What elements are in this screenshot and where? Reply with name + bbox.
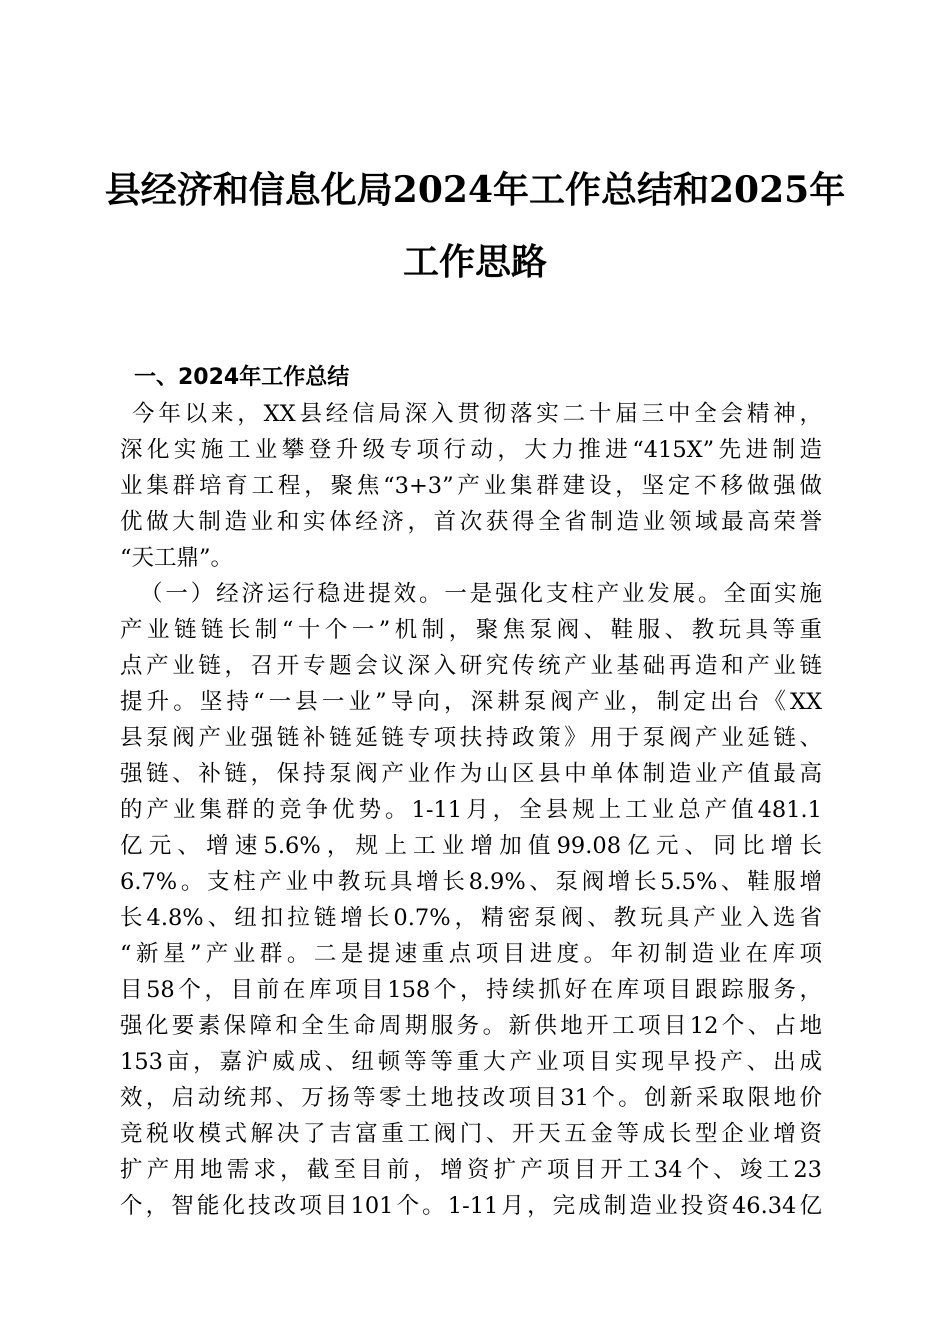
paragraph-line: 县泵阀产业强链补链延链专项扶持政策》用于泵阀产业延链、 xyxy=(120,725,822,751)
document-title-line-1: 县经济和信息化局2024年工作总结和2025年 xyxy=(104,169,846,211)
document-title-line-2: 工作思路 xyxy=(402,241,547,283)
paragraph-line: 强化要素保障和全生命周期服务。新供地开工项目12个、占地 xyxy=(120,1013,822,1039)
paragraph-line: 亿元、增速5.6%，规上工业增加值99.08亿元、同比增长 xyxy=(120,833,822,859)
paragraph-line: 产业链链长制“十个一”机制，聚焦泵阀、鞋服、教玩具等重 xyxy=(120,617,822,643)
paragraph-line: （一）经济运行稳进提效。一是强化支柱产业发展。全面实施 xyxy=(140,581,822,607)
paragraph-line: 提升。坚持“一县一业”导向，深耕泵阀产业，制定出台《XX xyxy=(120,689,822,715)
paragraph-line: 点产业链，召开专题会议深入研究传统产业基础再造和产业链 xyxy=(120,653,822,679)
paragraph-line: 的产业集群的竞争优势。1-11月，全县规上工业总产值481.1 xyxy=(120,797,822,823)
paragraph-line: 优做大制造业和实体经济，首次获得全省制造业领域最高荣誉 xyxy=(120,509,822,535)
paragraph-line: 153亩，嘉沪威成、纽顿等等重大产业项目实现早投产、出成 xyxy=(120,1049,822,1075)
paragraph-line: “天工鼎”。 xyxy=(120,545,234,571)
paragraph-2 xyxy=(120,576,822,1224)
paragraph-line: 今年以来，XX县经信局深入贯彻落实二十届三中全会精神， xyxy=(132,401,822,427)
paragraph-line: 6.7%。支柱产业中教玩具增长8.9%、泵阀增长5.5%、鞋服增 xyxy=(120,869,822,895)
section-heading: 一、2024年工作总结 xyxy=(134,365,350,390)
paragraph-line: 目58个，目前在库项目158个，持续抓好在库项目跟踪服务， xyxy=(120,977,822,1003)
paragraph-line: 效，启动统邦、万扬等零土地技改项目31个。创新采取限地价 xyxy=(120,1085,822,1111)
paragraph-line: 业集群培育工程，聚焦“3+3”产业集群建设，坚定不移做强做 xyxy=(120,473,822,499)
paragraph-line: 长4.8%、纽扣拉链增长0.7%，精密泵阀、教玩具产业入选省 xyxy=(120,905,822,931)
paragraph-line: “新星”产业群。二是提速重点项目进度。年初制造业在库项 xyxy=(120,941,822,967)
paragraph-line: 竞税收模式解决了吉富重工阀门、开天五金等成长型企业增资 xyxy=(120,1121,822,1147)
paragraph-line: 深化实施工业攀登升级专项行动，大力推进“415X”先进制造 xyxy=(120,437,822,463)
paragraph-line: 扩产用地需求，截至目前，增资扩产项目开工34个、竣工23 xyxy=(120,1157,822,1183)
paragraph-1 xyxy=(120,396,822,576)
paragraph-line: 强链、补链，保持泵阀产业作为山区县中单体制造业产值最高 xyxy=(120,761,822,787)
paragraph-line: 个，智能化技改项目101个。1-11月，完成制造业投资46.34亿 xyxy=(120,1193,822,1219)
